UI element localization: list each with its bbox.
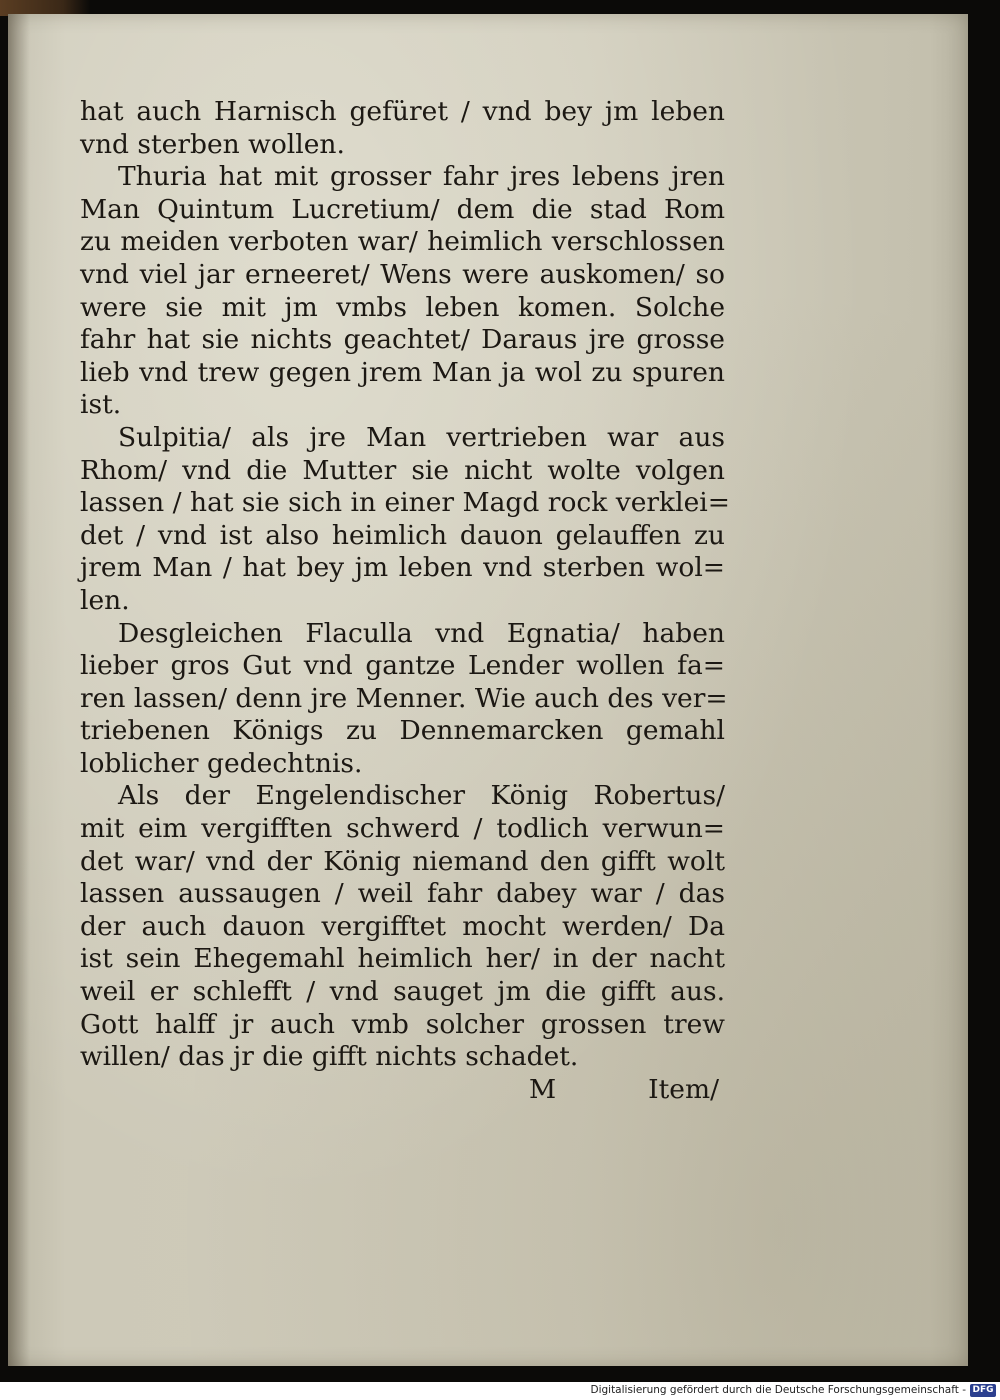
text-line-6: vnd viel jar erneeret/ Wens were auskomen/ so	[80, 258, 725, 290]
catchword: Item/	[648, 1073, 719, 1105]
text-line-30: willen/ das jr die gifft nichts schadet.	[80, 1041, 579, 1073]
text-line-28: weil er schlefft / vnd sauget jm die gifft aus.	[80, 976, 725, 1008]
text-line-23: mit eim vergifften schwerd / todlich verwun=	[80, 813, 725, 845]
text-line-10: ist.	[80, 389, 122, 421]
text-line-2: vnd sterben wollen.	[80, 128, 345, 160]
text-line-5: zu meiden verboten war/ heimlich verschlossen	[80, 226, 725, 258]
text-line-27: ist sein Ehegemahl heimlich her/ in der nacht	[80, 943, 725, 975]
page-foot-row	[80, 1074, 725, 1107]
text-line-19: ren lassen/ denn jre Menner. Wie auch des ver=	[80, 682, 728, 714]
text-line-13: lassen / hat sie sich in einer Magd rock verklei=	[80, 487, 730, 519]
text-line-22: Als der Engelendischer König Robertus/	[118, 780, 725, 812]
text-line-7: were sie mit jm vmbs leben komen. Solche	[80, 291, 725, 323]
text-line-20: triebenen Königs zu Dennemarcken gemahl	[80, 715, 725, 747]
text-line-17: Desgleichen Flaculla vnd Egnatia/ haben	[118, 617, 725, 649]
signature-mark: M	[529, 1073, 557, 1105]
text-line-4: Man Quintum Lucretium/ dem die stad Rom	[80, 193, 725, 225]
gutter-shadow	[8, 14, 30, 1366]
text-line-9: lieb vnd trew gegen jrem Man ja wol zu spuren	[80, 356, 725, 388]
text-line-26: der auch dauon vergifftet mocht werden/ Da	[80, 910, 725, 942]
text-line-11: Sulpitia/ als jre Man vertrieben war aus	[118, 421, 725, 453]
text-line-14: det / vnd ist also heimlich dauon gelauffen zu	[80, 519, 725, 551]
text-line-15: jrem Man / hat bey jm leben vnd sterben wol=	[80, 552, 725, 584]
dfg-logo: DFG	[970, 1384, 996, 1397]
text-line-1: hat auch Harnisch gefüret / vnd bey jm leben	[80, 96, 725, 127]
text-line-25: lassen aussaugen / weil fahr dabey war / das	[80, 878, 725, 910]
text-line-29: Gott halff jr auch vmb solcher grossen trew	[80, 1008, 725, 1040]
digitization-credit: Digitalisierung gefördert durch die Deutsche Forschungsgemeinschaft -	[590, 1384, 966, 1396]
text-line-12: Rhom/ vnd die Mutter sie nicht wolte volgen	[80, 454, 725, 486]
page-text	[80, 96, 730, 1106]
text-line-8: fahr hat sie nichts geachtet/ Daraus jre grosse	[80, 324, 725, 356]
text-line-21: loblicher gedechtnis.	[80, 747, 363, 779]
text-line-3: Thuria hat mit grosser fahr jres lebens jren	[118, 161, 725, 193]
text-line-18: lieber gros Gut vnd gantze Lender wollen fa=	[80, 650, 725, 682]
text-line-16: len.	[80, 584, 130, 616]
text-line-24: det war/ vnd der König niemand den gifft wolt	[80, 845, 725, 877]
